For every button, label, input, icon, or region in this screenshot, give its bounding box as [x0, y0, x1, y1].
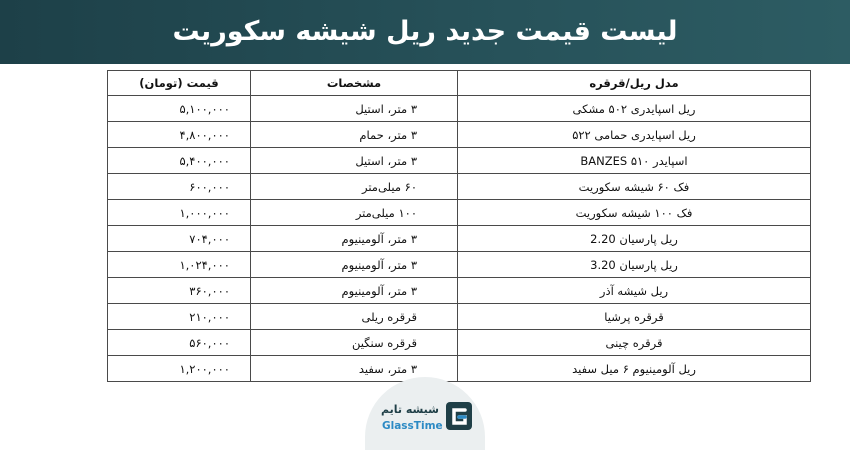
cell-model: اسپایدر BANZES ۵۱۰ [458, 148, 811, 174]
cell-price: ۱,۰۰۰,۰۰۰ [108, 200, 251, 226]
table-row [108, 278, 811, 304]
cell-spec: ۶۰ میلی‌متر [251, 174, 458, 200]
cell-price: ۵,۱۰۰,۰۰۰ [108, 96, 251, 122]
table-row [108, 148, 811, 174]
cell-spec: ۳ متر، آلومینیوم [251, 278, 458, 304]
table-row [108, 226, 811, 252]
table-row [108, 96, 811, 122]
cell-model: قرقره چینی [458, 330, 811, 356]
column-header-price: قیمت (تومان) [108, 71, 251, 96]
cell-spec: ۳ متر، استیل [251, 148, 458, 174]
logo-text-fa: شیشه تایم [380, 403, 439, 416]
column-header-spec: مشخصات [251, 71, 458, 96]
cell-price: ۷۰۴,۰۰۰ [108, 226, 251, 252]
cell-price: ۱,۲۰۰,۰۰۰ [108, 356, 251, 382]
cell-model: ریل شیشه آذر [458, 278, 811, 304]
cell-model: فک ۱۰۰ شیشه سکوریت [458, 200, 811, 226]
table-row [108, 174, 811, 200]
cell-price: ۲۱۰,۰۰۰ [108, 304, 251, 330]
cell-model: ریل اسپایدری حمامی ۵۲۲ [458, 122, 811, 148]
logo-text-en: GlassTime [382, 420, 443, 432]
table-row [108, 200, 811, 226]
cell-spec: ۳ متر، آلومینیوم [251, 252, 458, 278]
cell-model: ریل پارسیان 3.20 [458, 252, 811, 278]
cell-model: قرقره پرشیا [458, 304, 811, 330]
header-banner [0, 0, 850, 64]
cell-price: ۵,۴۰۰,۰۰۰ [108, 148, 251, 174]
table-row [108, 304, 811, 330]
cell-spec: ۳ متر، سفید [251, 356, 458, 382]
cell-price: ۳۶۰,۰۰۰ [108, 278, 251, 304]
page-title: لیست قیمت جدید ریل شیشه سکوریت [172, 16, 678, 47]
table-row [108, 356, 811, 382]
glasstime-logo [365, 377, 485, 450]
table-row [108, 252, 811, 278]
cell-price: ۶۰۰,۰۰۰ [108, 174, 251, 200]
cell-model: ریل پارسیان 2.20 [458, 226, 811, 252]
cell-spec: ۳ متر، آلومینیوم [251, 226, 458, 252]
table-row [108, 122, 811, 148]
column-header-model: مدل ریل/قرقره [458, 71, 811, 96]
cell-spec: قرقره ریلی [251, 304, 458, 330]
price-table [107, 70, 811, 382]
glasstime-logo-icon [443, 399, 475, 433]
cell-model: فک ۶۰ شیشه سکوریت [458, 174, 811, 200]
cell-price: ۱,۰۲۴,۰۰۰ [108, 252, 251, 278]
table-header-row [108, 71, 811, 96]
cell-spec: قرقره سنگین [251, 330, 458, 356]
cell-price: ۵۶۰,۰۰۰ [108, 330, 251, 356]
cell-spec: ۱۰۰ میلی‌متر [251, 200, 458, 226]
cell-price: ۴,۸۰۰,۰۰۰ [108, 122, 251, 148]
cell-model: ریل اسپایدری ۵۰۲ مشکی [458, 96, 811, 122]
cell-model: ریل آلومینیوم ۶ میل سفید [458, 356, 811, 382]
cell-spec: ۳ متر، حمام [251, 122, 458, 148]
cell-spec: ۳ متر، استیل [251, 96, 458, 122]
table-row [108, 330, 811, 356]
